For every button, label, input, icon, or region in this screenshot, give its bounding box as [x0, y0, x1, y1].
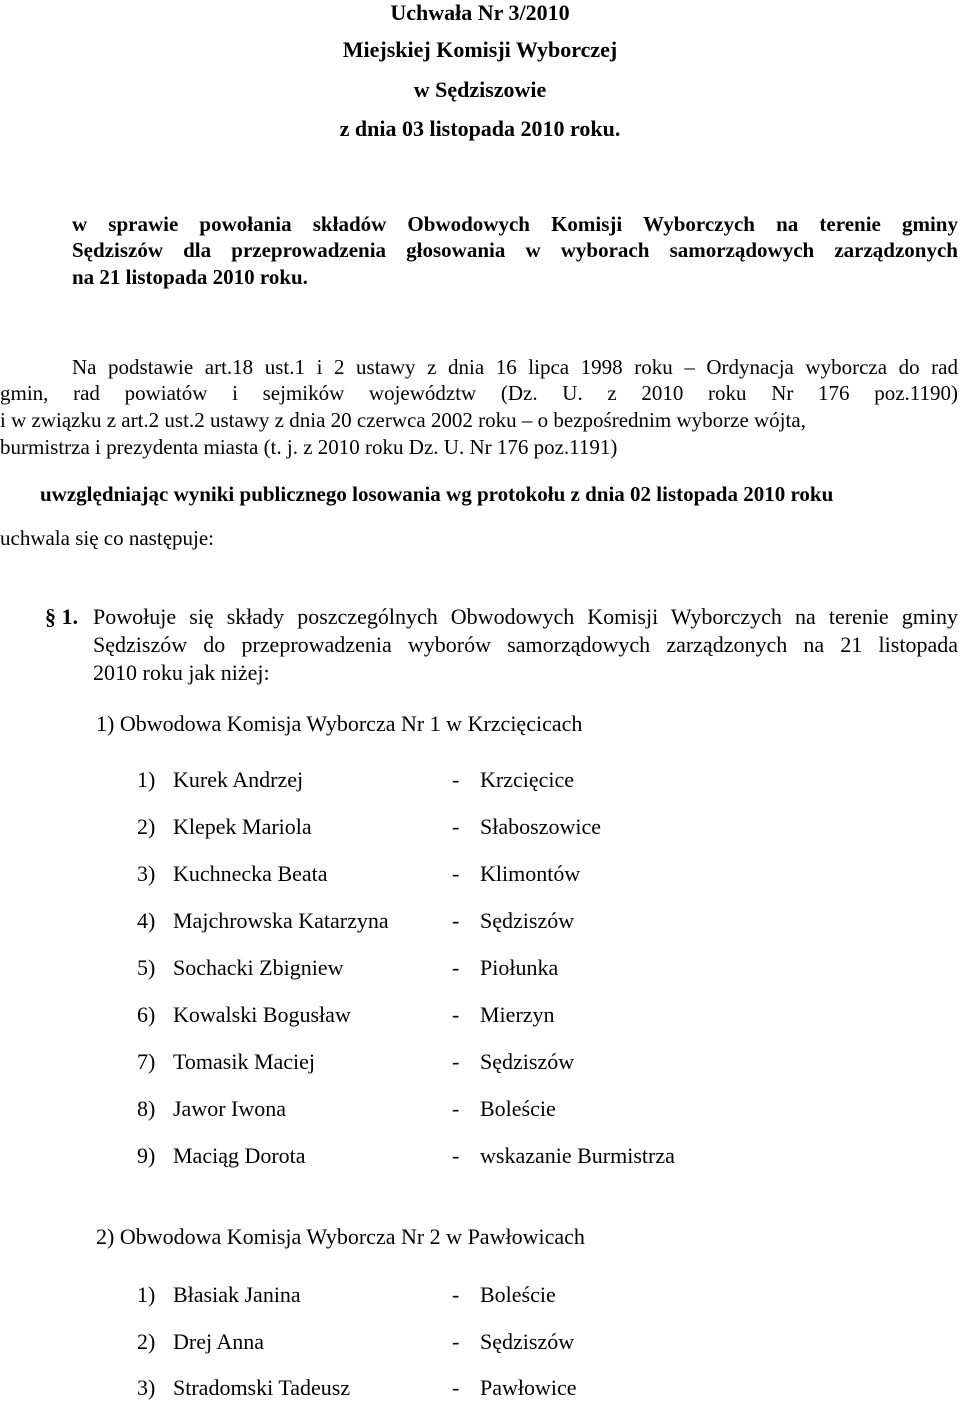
member-number: 2): [137, 814, 156, 839]
member-dash: -: [452, 1143, 460, 1168]
member-name: Kowalski Bogusław: [173, 1002, 351, 1027]
member-dash: -: [452, 955, 460, 980]
section-line-2: Sędziszów do przeprowadzenia wyborów samorządowych zarządzonych na 21 listopada: [93, 632, 958, 657]
member-number: 8): [137, 1096, 156, 1121]
resolution-date: z dnia 03 listopada 2010 roku.: [339, 116, 621, 141]
member-number: 6): [137, 1002, 156, 1027]
subject-line-1: w sprawie powołania składów Obwodowych Komisji Wyborczych na terenie gminy: [72, 212, 958, 236]
member-name: Majchrowska Katarzyna: [173, 908, 389, 933]
resolution-number: Uchwała Nr 3/2010: [390, 0, 570, 25]
member-dash: -: [452, 1282, 460, 1307]
member-locality: Piołunka: [480, 955, 559, 980]
commission-1-title: 1) Obwodowa Komisja Wyborcza Nr 1 w Krzcięcicach: [96, 711, 583, 736]
member-name: Jawor Iwona: [173, 1096, 287, 1121]
basis-line-2: gmin, rad powiatów i sejmików województw (Dz. U. z 2010 roku Nr 176 poz.1190): [0, 381, 958, 405]
considering-clause: uwzględniając wyniki publicznego losowania wg protokołu z dnia 02 listopada 2010 roku: [40, 482, 834, 506]
member-name: Błasiak Janina: [173, 1282, 301, 1307]
member-number: 3): [137, 861, 156, 886]
member-locality: Klimontów: [480, 861, 581, 886]
member-name: Tomasik Maciej: [173, 1049, 316, 1074]
subject-line-3: na 21 listopada 2010 roku.: [72, 265, 308, 289]
member-dash: -: [452, 1375, 460, 1400]
member-dash: -: [452, 908, 460, 933]
member-locality: Słaboszowice: [480, 814, 601, 839]
section-line-1: Powołuje się składy poszczególnych Obwodowych Komisji Wyborczych na terenie gminy: [93, 604, 958, 629]
member-locality: Mierzyn: [480, 1002, 555, 1027]
member-name: Kurek Andrzej: [173, 767, 304, 792]
member-dash: -: [452, 1096, 460, 1121]
member-number: 4): [137, 908, 156, 933]
member-locality: Pawłowice: [480, 1375, 577, 1400]
member-name: Kuchnecka Beata: [173, 861, 328, 886]
member-locality: wskazanie Burmistrza: [480, 1143, 675, 1168]
section-mark: § 1.: [45, 604, 78, 629]
member-locality: Sędziszów: [480, 1049, 575, 1074]
member-locality: Boleście: [480, 1282, 556, 1307]
member-name: Stradomski Tadeusz: [173, 1375, 351, 1400]
member-number: 1): [137, 767, 156, 792]
member-dash: -: [452, 1049, 460, 1074]
member-number: 7): [137, 1049, 156, 1074]
member-name: Klepek Mariola: [173, 814, 312, 839]
section-line-3: 2010 roku jak niżej:: [93, 660, 270, 685]
basis-line-4: burmistrza i prezydenta miasta (t. j. z 2010 roku Dz. U. Nr 176 poz.1191): [0, 435, 618, 459]
member-dash: -: [452, 861, 460, 886]
member-name: Drej Anna: [173, 1329, 265, 1354]
commission-2-title: 2) Obwodowa Komisja Wyborcza Nr 2 w Pawłowicach: [96, 1224, 585, 1249]
member-number: 5): [137, 955, 156, 980]
member-dash: -: [452, 767, 460, 792]
basis-line-1: Na podstawie art.18 ust.1 i 2 ustawy z dnia 16 lipca 1998 roku – Ordynacja wyborcza do rad: [72, 355, 958, 379]
member-dash: -: [452, 1329, 460, 1354]
issuing-place: w Sędziszowie: [413, 77, 547, 102]
resolves-clause: uchwala się co następuje:: [0, 526, 214, 550]
member-locality: Sędziszów: [480, 908, 575, 933]
member-dash: -: [452, 1002, 460, 1027]
member-locality: Boleście: [480, 1096, 556, 1121]
member-number: 9): [137, 1143, 156, 1168]
member-number: 3): [137, 1375, 156, 1400]
member-locality: Krzcięcice: [480, 767, 575, 792]
member-number: 2): [137, 1329, 156, 1354]
member-locality: Sędziszów: [480, 1329, 575, 1354]
member-number: 1): [137, 1282, 156, 1307]
member-name: Sochacki Zbigniew: [173, 955, 344, 980]
member-dash: -: [452, 814, 460, 839]
issuing-body: Miejskiej Komisji Wyborczej: [342, 37, 618, 62]
member-name: Maciąg Dorota: [173, 1143, 306, 1168]
basis-line-3: i w związku z art.2 ust.2 ustawy z dnia 20 czerwca 2002 roku – o bezpośrednim wyborze wójta,: [0, 408, 806, 432]
subject-line-2: Sędziszów dla przeprowadzenia głosowania w wyborach samorządowych zarządzonych: [72, 238, 958, 262]
